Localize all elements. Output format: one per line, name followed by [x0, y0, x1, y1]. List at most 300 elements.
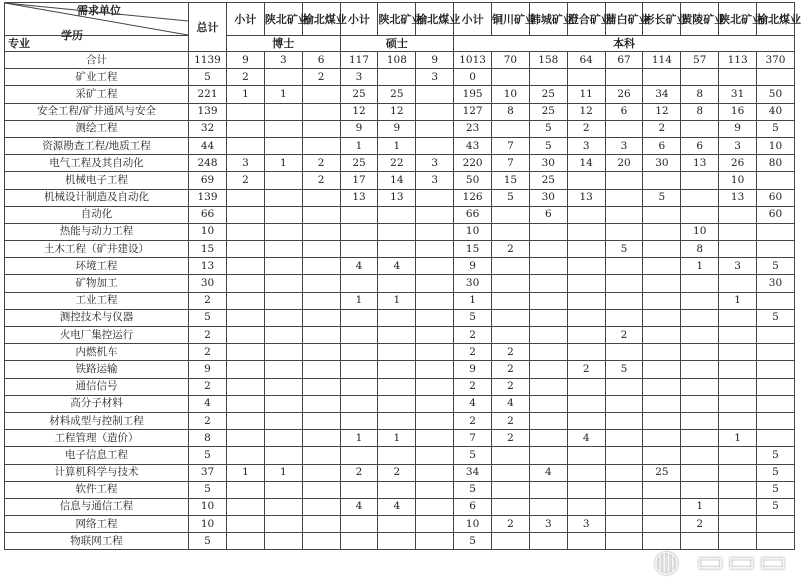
- value-cell: 12: [340, 103, 378, 120]
- value-cell: 4: [567, 430, 605, 447]
- value-cell: 4: [189, 395, 227, 412]
- value-cell: 195: [454, 86, 492, 103]
- col-header: 小计: [227, 3, 265, 36]
- value-cell: [227, 206, 265, 223]
- value-cell: 3: [227, 155, 265, 172]
- value-cell: [302, 533, 340, 550]
- value-cell: [681, 412, 719, 429]
- value-cell: 5: [529, 120, 567, 137]
- value-cell: [264, 498, 302, 515]
- value-cell: [416, 309, 454, 326]
- value-cell: [416, 120, 454, 137]
- value-cell: 25: [529, 172, 567, 189]
- value-cell: [719, 69, 757, 86]
- value-cell: 5: [529, 137, 567, 154]
- value-cell: 7: [492, 137, 530, 154]
- value-cell: [605, 172, 643, 189]
- value-cell: 5: [757, 447, 795, 464]
- value-cell: [719, 498, 757, 515]
- value-cell: [227, 309, 265, 326]
- value-cell: [227, 103, 265, 120]
- value-cell: [227, 447, 265, 464]
- major-cell: 机械电子工程: [5, 172, 189, 189]
- recruitment-table-container: [4, 2, 801, 550]
- value-cell: [492, 120, 530, 137]
- value-cell: 7: [454, 430, 492, 447]
- value-cell: [719, 516, 757, 533]
- value-cell: 30: [189, 275, 227, 292]
- value-cell: [416, 464, 454, 481]
- value-cell: 5: [454, 447, 492, 464]
- value-cell: 6: [605, 103, 643, 120]
- value-cell: [264, 172, 302, 189]
- value-cell: [529, 327, 567, 344]
- value-cell: 5: [643, 189, 681, 206]
- value-cell: [681, 395, 719, 412]
- value-cell: 220: [454, 155, 492, 172]
- value-cell: [719, 344, 757, 361]
- major-cell: 土木工程（矿井建设）: [5, 241, 189, 258]
- value-cell: [605, 69, 643, 86]
- value-cell: 6: [681, 137, 719, 154]
- col-header: 陕北矿业: [719, 3, 757, 36]
- value-cell: 127: [454, 103, 492, 120]
- value-cell: [757, 395, 795, 412]
- degree-group-header: 博士: [227, 36, 341, 52]
- value-cell: 2: [302, 172, 340, 189]
- value-cell: 60: [757, 189, 795, 206]
- value-cell: 70: [492, 52, 530, 69]
- value-cell: 9: [416, 52, 454, 69]
- value-cell: 57: [681, 52, 719, 69]
- major-cell: 热能与动力工程: [5, 223, 189, 240]
- major-cell: 铁路运输: [5, 361, 189, 378]
- value-cell: [227, 361, 265, 378]
- value-cell: [757, 172, 795, 189]
- value-cell: [227, 137, 265, 154]
- value-cell: [378, 378, 416, 395]
- value-cell: [719, 533, 757, 550]
- value-cell: 2: [227, 69, 265, 86]
- value-cell: [340, 378, 378, 395]
- value-cell: 10: [681, 223, 719, 240]
- value-cell: [492, 464, 530, 481]
- value-cell: [227, 275, 265, 292]
- value-cell: 2: [492, 344, 530, 361]
- value-cell: 2: [643, 120, 681, 137]
- value-cell: [302, 292, 340, 309]
- value-cell: 80: [757, 155, 795, 172]
- value-cell: [302, 464, 340, 481]
- table-row: [5, 172, 795, 189]
- value-cell: 13: [681, 155, 719, 172]
- value-cell: [605, 275, 643, 292]
- value-cell: [643, 327, 681, 344]
- value-cell: 1: [264, 86, 302, 103]
- value-cell: [643, 275, 681, 292]
- header-diagonal-cell: [5, 3, 189, 42]
- value-cell: 5: [189, 69, 227, 86]
- value-cell: [529, 361, 567, 378]
- value-cell: [529, 412, 567, 429]
- value-cell: [605, 447, 643, 464]
- major-cell: 物联网工程: [5, 533, 189, 550]
- value-cell: [416, 361, 454, 378]
- value-cell: [681, 292, 719, 309]
- value-cell: [643, 378, 681, 395]
- value-cell: 8: [189, 430, 227, 447]
- value-cell: 2: [454, 344, 492, 361]
- value-cell: 1: [378, 137, 416, 154]
- value-cell: 9: [378, 120, 416, 137]
- value-cell: [227, 395, 265, 412]
- value-cell: [378, 344, 416, 361]
- value-cell: [567, 223, 605, 240]
- value-cell: 9: [454, 361, 492, 378]
- value-cell: [567, 447, 605, 464]
- value-cell: [227, 481, 265, 498]
- value-cell: 66: [189, 206, 227, 223]
- value-cell: [378, 447, 416, 464]
- value-cell: [416, 206, 454, 223]
- table-row: [5, 378, 795, 395]
- value-cell: [302, 395, 340, 412]
- value-cell: 8: [681, 241, 719, 258]
- value-cell: [643, 412, 681, 429]
- value-cell: 6: [529, 206, 567, 223]
- value-cell: 1: [340, 137, 378, 154]
- value-cell: [605, 378, 643, 395]
- value-cell: 3: [340, 69, 378, 86]
- value-cell: [416, 103, 454, 120]
- value-cell: [340, 241, 378, 258]
- value-cell: 1: [719, 430, 757, 447]
- value-cell: [681, 69, 719, 86]
- value-cell: 158: [529, 52, 567, 69]
- table-row: [5, 275, 795, 292]
- value-cell: [757, 412, 795, 429]
- value-cell: 1: [681, 498, 719, 515]
- value-cell: 1: [264, 155, 302, 172]
- value-cell: 3: [264, 52, 302, 69]
- value-cell: 113: [719, 52, 757, 69]
- value-cell: 15: [454, 241, 492, 258]
- value-cell: [605, 498, 643, 515]
- col-header: 榆北煤业: [416, 3, 454, 36]
- value-cell: [302, 412, 340, 429]
- value-cell: [719, 206, 757, 223]
- value-cell: [416, 223, 454, 240]
- value-cell: [529, 344, 567, 361]
- table-row: [5, 344, 795, 361]
- value-cell: [643, 292, 681, 309]
- table-row: [5, 155, 795, 172]
- value-cell: [643, 395, 681, 412]
- value-cell: [227, 189, 265, 206]
- value-cell: 10: [757, 137, 795, 154]
- value-cell: 12: [643, 103, 681, 120]
- value-cell: 37: [189, 464, 227, 481]
- value-cell: [264, 241, 302, 258]
- value-cell: [340, 481, 378, 498]
- value-cell: [302, 516, 340, 533]
- value-cell: [567, 481, 605, 498]
- value-cell: 139: [189, 103, 227, 120]
- value-cell: 2: [454, 378, 492, 395]
- col-header: 小计: [454, 3, 492, 36]
- value-cell: [227, 498, 265, 515]
- value-cell: [302, 103, 340, 120]
- value-cell: [681, 206, 719, 223]
- col-header: 蒲白矿业: [605, 3, 643, 36]
- table-row: [5, 481, 795, 498]
- value-cell: [605, 395, 643, 412]
- value-cell: 3: [605, 137, 643, 154]
- table-row: [5, 464, 795, 481]
- value-cell: 13: [567, 189, 605, 206]
- value-cell: [719, 481, 757, 498]
- value-cell: [340, 223, 378, 240]
- value-cell: [264, 533, 302, 550]
- value-cell: [302, 481, 340, 498]
- value-cell: 5: [757, 258, 795, 275]
- degree-group-header: 硕士: [340, 36, 454, 52]
- value-cell: [302, 361, 340, 378]
- major-cell: 网络工程: [5, 516, 189, 533]
- value-cell: [264, 378, 302, 395]
- value-cell: [416, 292, 454, 309]
- value-cell: [757, 69, 795, 86]
- value-cell: [605, 189, 643, 206]
- major-cell: 高分子材料: [5, 395, 189, 412]
- value-cell: 2: [454, 327, 492, 344]
- value-cell: [492, 327, 530, 344]
- value-cell: [302, 241, 340, 258]
- value-cell: 3: [416, 69, 454, 86]
- value-cell: [264, 395, 302, 412]
- value-cell: [567, 464, 605, 481]
- col-header: 榆北煤业: [757, 3, 795, 36]
- value-cell: [302, 430, 340, 447]
- value-cell: [264, 412, 302, 429]
- value-cell: [757, 327, 795, 344]
- value-cell: 5: [757, 120, 795, 137]
- value-cell: [416, 447, 454, 464]
- value-cell: [340, 327, 378, 344]
- value-cell: [567, 395, 605, 412]
- value-cell: 26: [719, 155, 757, 172]
- value-cell: 5: [757, 498, 795, 515]
- value-cell: 2: [189, 292, 227, 309]
- major-cell: 矿业工程: [5, 69, 189, 86]
- table-row: [5, 189, 795, 206]
- major-cell: 材料成型与控制工程: [5, 412, 189, 429]
- value-cell: [605, 412, 643, 429]
- value-cell: [757, 292, 795, 309]
- value-cell: [643, 447, 681, 464]
- value-cell: 2: [340, 464, 378, 481]
- value-cell: [605, 223, 643, 240]
- value-cell: [643, 498, 681, 515]
- value-cell: [681, 464, 719, 481]
- value-cell: [605, 430, 643, 447]
- value-cell: [605, 309, 643, 326]
- value-cell: 30: [757, 275, 795, 292]
- major-cell: 采矿工程: [5, 86, 189, 103]
- value-cell: [529, 447, 567, 464]
- major-cell: 信息与通信工程: [5, 498, 189, 515]
- value-cell: 13: [189, 258, 227, 275]
- value-cell: [264, 103, 302, 120]
- value-cell: [378, 275, 416, 292]
- value-cell: 1: [340, 430, 378, 447]
- value-cell: [378, 223, 416, 240]
- value-cell: 108: [378, 52, 416, 69]
- value-cell: [264, 447, 302, 464]
- value-cell: 9: [189, 361, 227, 378]
- value-cell: 5: [605, 241, 643, 258]
- value-cell: 6: [302, 52, 340, 69]
- value-cell: 5: [454, 481, 492, 498]
- value-cell: [302, 378, 340, 395]
- value-cell: 4: [340, 498, 378, 515]
- table-row: [5, 430, 795, 447]
- value-cell: [227, 378, 265, 395]
- value-cell: 5: [454, 309, 492, 326]
- major-cell: 电子信息工程: [5, 447, 189, 464]
- col-header: 韩城矿业: [529, 3, 567, 36]
- value-cell: [719, 241, 757, 258]
- value-cell: [340, 412, 378, 429]
- table-row: [5, 395, 795, 412]
- value-cell: [643, 481, 681, 498]
- value-cell: 3: [416, 172, 454, 189]
- value-cell: [529, 275, 567, 292]
- major-cell: 火电厂集控运行: [5, 327, 189, 344]
- value-cell: 1013: [454, 52, 492, 69]
- value-cell: [567, 172, 605, 189]
- value-cell: [416, 498, 454, 515]
- value-cell: 2: [378, 464, 416, 481]
- value-cell: 117: [340, 52, 378, 69]
- value-cell: [416, 86, 454, 103]
- value-cell: 64: [567, 52, 605, 69]
- value-cell: [643, 69, 681, 86]
- value-cell: [264, 258, 302, 275]
- value-cell: [492, 258, 530, 275]
- value-cell: 9: [454, 258, 492, 275]
- value-cell: [529, 292, 567, 309]
- value-cell: [719, 309, 757, 326]
- value-cell: [340, 533, 378, 550]
- value-cell: [378, 516, 416, 533]
- value-cell: 9: [227, 52, 265, 69]
- table-row: [5, 258, 795, 275]
- value-cell: [378, 69, 416, 86]
- value-cell: [264, 481, 302, 498]
- table-row: [5, 86, 795, 103]
- value-cell: [681, 309, 719, 326]
- value-cell: 1: [681, 258, 719, 275]
- value-cell: [719, 447, 757, 464]
- table-row: [5, 447, 795, 464]
- value-cell: 1: [719, 292, 757, 309]
- value-cell: [719, 464, 757, 481]
- table-row: [5, 241, 795, 258]
- value-cell: 12: [567, 103, 605, 120]
- value-cell: 370: [757, 52, 795, 69]
- value-cell: [567, 378, 605, 395]
- value-cell: [643, 309, 681, 326]
- value-cell: [416, 344, 454, 361]
- value-cell: [302, 258, 340, 275]
- value-cell: [529, 309, 567, 326]
- value-cell: 8: [492, 103, 530, 120]
- value-cell: [529, 498, 567, 515]
- value-cell: 32: [189, 120, 227, 137]
- value-cell: [719, 412, 757, 429]
- value-cell: 1: [227, 464, 265, 481]
- major-cell: 机械设计制造及自动化: [5, 189, 189, 206]
- value-cell: [227, 292, 265, 309]
- value-cell: 30: [529, 189, 567, 206]
- value-cell: 2: [492, 412, 530, 429]
- value-cell: [529, 378, 567, 395]
- value-cell: [492, 206, 530, 223]
- value-cell: [302, 309, 340, 326]
- value-cell: [529, 533, 567, 550]
- value-cell: [264, 309, 302, 326]
- table-row: [5, 327, 795, 344]
- value-cell: [340, 206, 378, 223]
- value-cell: 25: [378, 86, 416, 103]
- value-cell: [719, 327, 757, 344]
- value-cell: [264, 223, 302, 240]
- value-cell: 5: [492, 189, 530, 206]
- col-header: 彬长矿业: [643, 3, 681, 36]
- value-cell: [643, 223, 681, 240]
- value-cell: 25: [529, 86, 567, 103]
- col-header: 榆北煤业: [302, 3, 340, 36]
- value-cell: 6: [643, 137, 681, 154]
- value-cell: 67: [605, 52, 643, 69]
- unit-header-label: 需求单位: [77, 4, 121, 17]
- degree-group-header: 本科: [454, 36, 795, 52]
- value-cell: [757, 241, 795, 258]
- value-cell: 13: [378, 189, 416, 206]
- value-cell: [340, 516, 378, 533]
- value-cell: 69: [189, 172, 227, 189]
- value-cell: [529, 430, 567, 447]
- value-cell: [529, 481, 567, 498]
- value-cell: [340, 361, 378, 378]
- value-cell: [567, 309, 605, 326]
- col-header: 澄合矿业: [567, 3, 605, 36]
- total-header: 总计: [189, 3, 227, 52]
- value-cell: [340, 309, 378, 326]
- table-row: [5, 533, 795, 550]
- value-cell: [416, 481, 454, 498]
- value-cell: [529, 395, 567, 412]
- value-cell: [264, 69, 302, 86]
- value-cell: 4: [378, 258, 416, 275]
- value-cell: 1: [264, 464, 302, 481]
- value-cell: 114: [643, 52, 681, 69]
- value-cell: 3: [567, 516, 605, 533]
- value-cell: 8: [681, 86, 719, 103]
- value-cell: 50: [454, 172, 492, 189]
- value-cell: [492, 498, 530, 515]
